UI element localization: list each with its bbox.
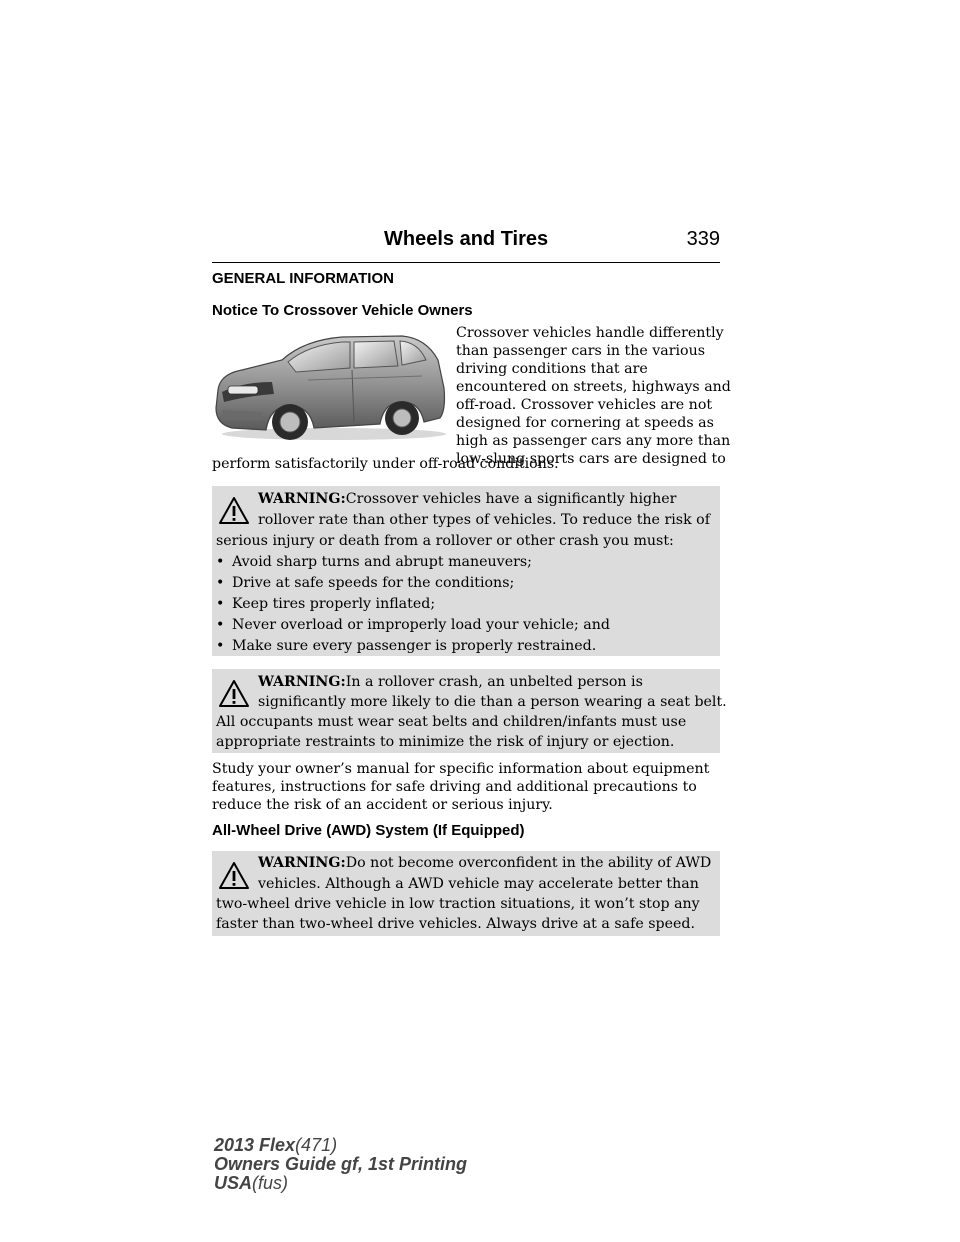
study-line: features, instructions for safe driving and additional precautions to — [212, 779, 697, 795]
intro-line: low-slung sports cars are designed to — [456, 451, 726, 467]
warning-line — [258, 854, 711, 872]
warning-label: WARNING: — [258, 855, 346, 871]
print-footer — [214, 1136, 467, 1193]
warning-triangle-icon — [218, 496, 250, 525]
bullet-item: • Drive at safe speeds for the conditions; — [216, 575, 515, 591]
warning-text: Do not become overconfident in the ability of AWD — [345, 855, 712, 871]
warning-line: significantly more likely to die than a person wearing a seat belt. — [258, 694, 727, 710]
intro-line: off-road. Crossover vehicles are not — [456, 397, 713, 413]
intro-last-line: perform satisfactorily under off-road conditions. — [212, 456, 559, 472]
warning-line — [258, 673, 643, 691]
seatbelt-warning-box — [212, 669, 727, 753]
warning-line: vehicles. Although a AWD vehicle may accelerate better than — [258, 876, 699, 892]
study-line: reduce the risk of an accident or serious injury. — [212, 797, 553, 813]
section-title: Wheels and Tires — [384, 228, 549, 250]
footer-region: USA — [214, 1173, 253, 1193]
warning-triangle-icon — [218, 861, 250, 890]
page-number: 339 — [686, 228, 720, 250]
warning-label: WARNING: — [258, 491, 346, 507]
footer-guide: Owners Guide gf, 1st Printing — [214, 1154, 468, 1174]
warning-line: serious injury or death from a rollover or other crash you must: — [216, 533, 674, 549]
intro-line: encountered on streets, highways and — [456, 379, 731, 395]
warning-triangle-icon — [218, 679, 250, 708]
intro-line: driving conditions that are — [456, 361, 648, 377]
intro-line: designed for cornering at speeds as — [456, 415, 714, 431]
bullet-item: • Keep tires properly inflated; — [216, 596, 436, 612]
awd-warning-box — [212, 851, 720, 936]
bullet-item: • Never overload or improperly load your vehicle; and — [216, 617, 610, 633]
warning-label: WARNING: — [258, 674, 346, 690]
footer-model: 2013 Flex — [214, 1135, 296, 1155]
warning-line — [258, 490, 676, 508]
warning-line: rollover rate than other types of vehicles. To reduce the risk of — [258, 512, 710, 528]
rollover-warning-box — [212, 486, 720, 656]
heading-crossover-notice: Notice To Crossover Vehicle Owners — [212, 302, 473, 319]
crossover-vehicle-illustration — [212, 330, 450, 442]
footer-model-code: (471) — [295, 1135, 338, 1155]
intro-paragraph — [456, 324, 731, 468]
bullet-item: • Avoid sharp turns and abrupt maneuvers; — [216, 554, 532, 570]
intro-line: high as passenger cars any more than — [456, 433, 731, 449]
warning-text: Crossover vehicles have a significantly higher — [345, 491, 677, 507]
study-paragraph — [212, 760, 709, 814]
intro-line: than passenger cars in the various — [456, 343, 706, 359]
bullet-item: • Make sure every passenger is properly restrained. — [216, 638, 597, 654]
footer-region-code: (fus) — [252, 1173, 289, 1193]
warning-line: All occupants must wear seat belts and children/infants must use — [216, 714, 687, 730]
heading-general-information: GENERAL INFORMATION — [212, 270, 394, 287]
warning-line: two-wheel drive vehicle in low traction situations, it won’t stop any — [216, 896, 700, 912]
warning-text: In a rollover crash, an unbelted person is — [345, 674, 643, 690]
warning-line: faster than two-wheel drive vehicles. Always drive at a safe speed. — [216, 916, 696, 932]
running-head — [212, 228, 720, 263]
heading-awd-system: All-Wheel Drive (AWD) System (If Equipped) — [212, 822, 525, 839]
warning-line: appropriate restraints to minimize the risk of injury or ejection. — [216, 734, 675, 750]
intro-line: Crossover vehicles handle differently — [456, 325, 724, 341]
study-line: Study your owner’s manual for specific information about equipment — [212, 761, 710, 777]
